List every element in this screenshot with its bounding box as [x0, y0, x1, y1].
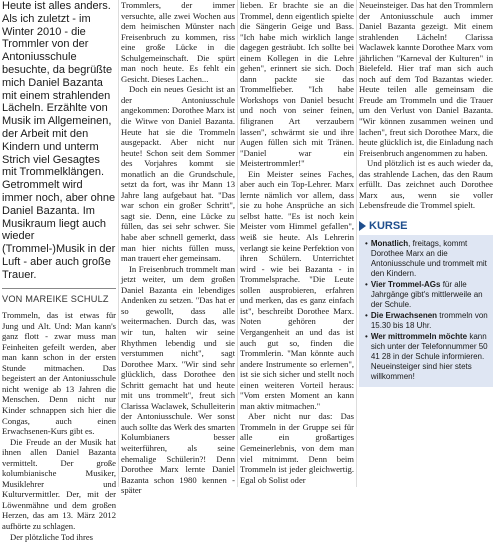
kurse-item-bold: Die Erwachsenen [370, 311, 438, 321]
kurse-item-bold: Monatlich [370, 239, 409, 249]
kurse-item-bold: Vier Trommel-AGs [370, 280, 441, 290]
byline: VON MAREIKE SCHULZ [2, 288, 116, 305]
body-paragraph: In Freisenbruch trommelt man jetzt weiter, um dem großen Daniel Bazanta ein lebendiges Andenken zu setzen. "Das hat er so gewollt, dass alle weitermachen. Durch das, was wir tun, halten wir seine Rhythmen lebendig und sie verstummen nicht", sagt Dorothee Marx. "Wir sind sehr glücklich, dass Dorothee den Schritt gemacht hat und heute mit uns trommelt", freut sich Clarissa Waclawek, Schulleiterin der Antoniusschule. Wer sonst auch sollte das Werk des smarten Kolumbianers besser weiterführen, als seine ehemalige Schülerin?! Denn Dorothee Marx lernte Daniel Bazanta schon 1980 kennen - später [121, 263, 235, 496]
article-column-3 [240, 0, 354, 487]
kurse-item-text: kann sich unter der Telefonnummer 50 41 28 in der Schule informieren. Neueinsteiger sind hier stets willkommen! [370, 332, 488, 382]
kurse-item-text: trommeln von 15.30 bis 18 Uhr. [370, 311, 488, 331]
kurse-info-box [359, 235, 493, 387]
body-paragraph: Trommeln, das ist etwas für Jung und Alt. Und: Man kann's ganz flott - zwar muss man Feinheiten gefeilt werden, aber man kann schon in der ersten Stunde mitmachen. Das begeistert an der Antoniusschule nicht wenige ab 13 Jahren die Menschen. Denn nicht nur Kinder schnappen sich hier die Congas, auch einen Erwachsenen-Kurs gibt es. [2, 310, 116, 437]
kurse-title: KURSE [369, 219, 408, 232]
body-paragraph: lieben. Er brachte sie an die Trommel, denn eigentlich spielte die Sängerin Geige und Bass. "Ich habe mich wirklich lange dagegen gesträubt. Ich sollte bei einem Kollegen in die Lehre gehen", erinnert sie sich. Doch dann packte sie das Trommelfieber. "Ich habe Workshops von Daniel besucht und noch von seiner feinen, filigranen Art verzaubern lassen", schwärmt sie und ihre Augen füllen sich mit Tränen. "Daniel war ein Meistertrommler!" [240, 0, 354, 169]
kurse-item [365, 311, 489, 331]
kurse-item-text: , freitags, kommt Dorothee Marx an die Antoniusschule und trommelt mit den Kindern. [370, 239, 487, 279]
body-paragraph: Doch ein neues Gesicht ist an der Antoniusschule angekommen: Dorothee Marx ist die Witwe von Daniel Bazanta. Heute hat sie die Trommeln ausgepackt. Aber nicht nur heute! Schon seit dem Sommer des Vorjahres kommt sie monatlich an die Grundschule, setzt da fort, was ihr Mann 13 Jahre lang aufgebaut hat. "Das war schon ein großer Schritt", sagt sie. Denn, eine Lücke zu füllen, das sei sehr schwer. Sie habe aber schnell gemerkt, dass man hier nichts füllen muss, man trauert eher gemeinsam. [121, 84, 235, 264]
kurse-item [365, 280, 489, 310]
body-paragraph: Aber nicht nur das: Das Trommeln in der Gruppe sei für alle ein großartiges Gemeinerlebnis, von dem man viel mitnimmt. Denn beim Trommeln ist jeder gleichwertig. Egal ob Solist oder [240, 411, 354, 485]
bullet-icon: • [365, 311, 368, 321]
body-paragraph: Ein Meister seines Faches, aber auch ein Top-Lehrer. Marx lernte nämlich vor allem, dass sie zu hohe Ansprüche an sich selbst hatte. "Es ist noch kein Meister vom Himmel gefallen", weiß sie heute. Als Lehrerin verlangt sie keine Perfektion von ihren Schülern. Unterrichtet wird - wie bei Bazanta - in Trommelsprache. "Die Leute sollen ausprobieren, erfahren und merken, das es ganz einfach ist", beschreibt Dorothee Marx. Noten gehören der Vergangenheit an und das ist auch gut so, finden die Trommlerin. "Man könnte auch andere Instrumente so erlernen", ist sie sich sicher und stellt noch einen weiteren Vorteil heraus: "Vom ersten Moment an kann man aktiv mitmachen." [240, 168, 354, 411]
body-paragraph: Der plötzliche Tod ihres [10, 531, 94, 542]
article-column-1 [2, 0, 116, 542]
article-column-2 [121, 0, 235, 496]
triangle-arrow-icon [359, 221, 366, 231]
lead-paragraph: Heute ist alles anders. Als ich zuletzt - im Winter 2010 - die Trommler von der Antoniusschule besuchte, da begrüßte mich Daniel Bazanta mit einem strahlenden Lächeln. Erzählte von Musik im Allgemeinen, der Arbeit mit den Kindern und unterm Strich viel Gesagtes mit Trommelklängen. Getrommelt wird immer noch, aber ohne Daniel Bazanta. Im Musikraum liegt auch wieder (Trommel-)Musik in der Luft - aber auch große Trauer. [2, 0, 116, 281]
bullet-icon: • [365, 239, 368, 249]
body-paragraph: Die Freude an der Musik hat ihnen allen Daniel Bazanta vermittelt. Der große kolumbianische Musiker, Musiklehrer und Kulturvermittler. Der, mit der Löwenmähne und dem großen Herzen, das am 13. März 2012 aufhörte zu schlagen. [2, 436, 116, 532]
kurse-item-text: für alle Jahrgänge gibt's mittlerweile an der Schule. [370, 280, 483, 310]
body-paragraph: Trommlers, der immer versuchte, alle zwei Wochen aus dem heimischen Münster nach Freisenbruch zu kommen, riss eine große Lücke in die Schulgemeinschaft. Die spürt man noch heute. Es fehlt ein Gesicht. Dieses Lachen... [121, 0, 235, 84]
body-paragraph: Neueinsteiger. Das hat den Trommlern der Antoniusschule auch immer Daniel Bazanta gezeigt. Mit einem strahlenden Lächeln! Clarissa Waclawek kannte Dorothee Marx vom jährlichen "Karneval der Kulturen" in Bielefeld. Hier traf man sich auch noch auf dem Tod Bazantas wieder. Heute teilen alle gemeinsam die Freude am Trommeln und die Trauer um den Verlust von Daniel Bazanta. "Wir können zusammen weinen und lachen", freut sich Dorothee Marx, die heute glücklich ist, die Einladung nach Freisenbruch angenommen zu haben. [359, 0, 493, 158]
kurse-heading [359, 221, 493, 232]
kurse-item [365, 332, 489, 382]
bullet-icon: • [365, 280, 368, 290]
article-column-4 [359, 0, 493, 487]
kurse-item-bold: Wer mittrommeln möchte [370, 332, 468, 342]
kurse-item [365, 239, 489, 279]
bullet-icon: • [365, 332, 368, 342]
article-lead [2, 0, 116, 282]
body-paragraph: Und plötzlich ist es auch wieder da, das strahlende Lachen, das den Raum erfüllt. Das zeichnet auch Dorothee Marx aus, wenn sie voller Lebensfreude die Trommel spielt. [359, 158, 493, 211]
